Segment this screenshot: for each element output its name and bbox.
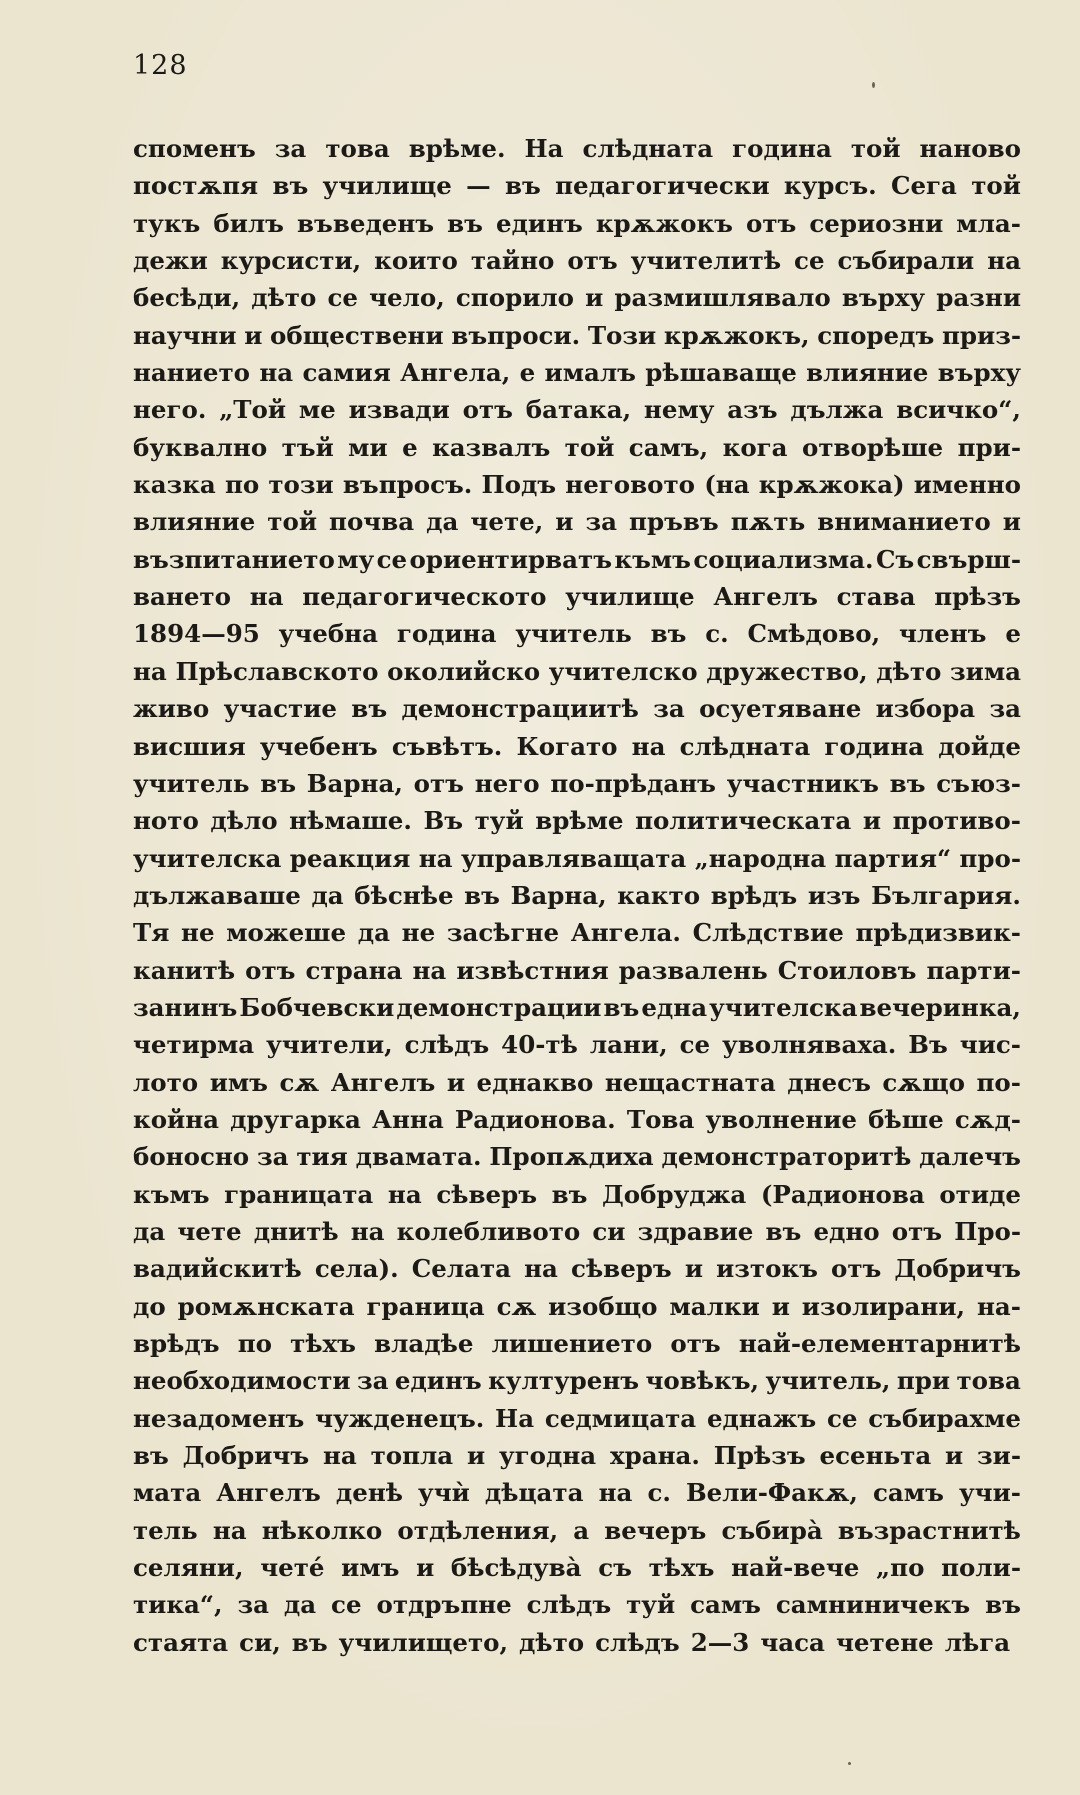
- text-line: Тя не можеше да не засѣгне Ангела. Слѣдствие прѣдизвик-: [133, 918, 1021, 948]
- text-line: канитѣ отъ страна на извѣстния развалень Стоиловъ парти-: [133, 955, 1021, 985]
- text-line: койна другарка Анна Радионова. Това уволнение бѣше сѫд-: [133, 1104, 1021, 1134]
- page-number: 128: [133, 50, 188, 81]
- text-line: занинъ Бобчевски демонстрации въ една учителска вечеринка,: [133, 992, 1021, 1022]
- text-line: споменъ за това врѣме. На слѣдната година той наново: [133, 134, 1021, 163]
- text-line: 1894—95 учебна година учитель въ с. Смѣдово, членъ е: [133, 619, 1021, 649]
- text-line: да чете днитѣ на колебливото си здравие въ едно отъ Про-: [133, 1216, 1021, 1246]
- text-line: учителска реакция на управляващата „народна партия“ про-: [133, 843, 1021, 873]
- text-line: висшия учебенъ съвѣтъ. Когато на слѣдната година дойде: [133, 731, 1021, 761]
- text-line: боносно за тия двамата. Пропѫдиха демонстраторитѣ далечъ: [133, 1142, 1021, 1172]
- text-line: необходимости за единъ културенъ човѣкъ, учитель, при това: [133, 1366, 1021, 1396]
- print-speck: [848, 1762, 851, 1765]
- text-line: казка по този въпросъ. Подъ неговото (на крѫжока) именно: [133, 470, 1021, 500]
- text-line: къмъ границата на сѣверъ въ Добруджа (Радионова отиде: [133, 1179, 1021, 1209]
- text-line: селяни, четé имъ и бѣсѣдувà съ тѣхъ най-вече „по поли-: [133, 1553, 1021, 1583]
- text-line: ването на педагогическото училище Ангелъ става прѣзъ: [133, 582, 1021, 612]
- text-line: дежи курсисти, които тайно отъ учителитѣ се събирали на: [133, 246, 1021, 276]
- text-line: вадийскитѣ села). Селата на сѣверъ и изтокъ отъ Добричъ: [133, 1254, 1021, 1284]
- text-line: незадоменъ чужденецъ. На седмицата еднажъ се събирахме: [133, 1403, 1021, 1433]
- text-line: възпитанието му се ориентирватъ къмъ социализма. Съ свърш-: [133, 544, 1021, 574]
- text-line: ното дѣло нѣмаше. Въ туй врѣме политическата и противо-: [133, 806, 1021, 836]
- text-line: четирма учители, слѣдъ 40-тѣ лани, се уволняваха. Въ чис-: [133, 1030, 1021, 1060]
- text-line: него. „Той ме извади отъ батака, нему азъ дължа всичко“,: [133, 395, 1021, 425]
- text-line: буквално тъй ми е казвалъ той самъ, кога отворѣше при-: [133, 432, 1021, 462]
- text-line: бесѣди, дѣто се чело, спорило и размишлявало върху разни: [133, 283, 1021, 313]
- text-line: живо участие въ демонстрациитѣ за осуетяване избора за: [133, 694, 1021, 724]
- print-speck: [872, 82, 875, 88]
- text-line: лото имъ сѫ Ангелъ и еднакво нещастната днесъ сѫщо по-: [133, 1067, 1021, 1097]
- text-line: тель на нѣколко отдѣления, а вечеръ събирà възрастнитѣ: [133, 1515, 1021, 1545]
- body-text: [133, 130, 1021, 1661]
- text-line: нанието на самия Ангела, е ималъ рѣшаваще влияние върху: [133, 358, 1021, 388]
- text-line: учитель въ Варна, отъ него по-прѣданъ участникъ въ съюз-: [133, 768, 1021, 798]
- text-line: до ромѫнската граница сѫ изобщо малки и изолирани, на-: [133, 1291, 1021, 1321]
- text-line: тика“, за да се отдръпне слѣдъ туй самъ самниничекъ въ: [133, 1590, 1021, 1620]
- text-line: тукъ билъ въведенъ въ единъ крѫжокъ отъ сериозни мла-: [133, 208, 1021, 238]
- text-line: мата Ангелъ денѣ учѝ дѣцата на с. Вели-Факѫ, самъ учи-: [133, 1478, 1021, 1508]
- text-line: врѣдъ по тѣхъ владѣе лишението отъ най-елементарнитѣ: [133, 1329, 1021, 1358]
- text-line: стаята си, въ училището, дѣто слѣдъ 2—3 часа четене лѣга: [133, 1627, 1011, 1657]
- text-line: влияние той почва да чете, и за пръвъ пѫть вниманието и: [133, 507, 1021, 537]
- text-line: научни и обществени въпроси. Този крѫжокъ, споредъ приз-: [133, 320, 1021, 350]
- text-line: дължаваше да бѣснѣе въ Варна, както врѣдъ изъ България.: [133, 880, 1021, 910]
- text-line: въ Добричъ на топла и угодна храна. Прѣзъ есеньта и зи-: [133, 1441, 1021, 1471]
- text-line: на Прѣславското околийско учителско дружество, дѣто зима: [133, 656, 1021, 686]
- text-line: постѫпя въ училище — въ педагогически курсъ. Сега той: [133, 171, 1021, 201]
